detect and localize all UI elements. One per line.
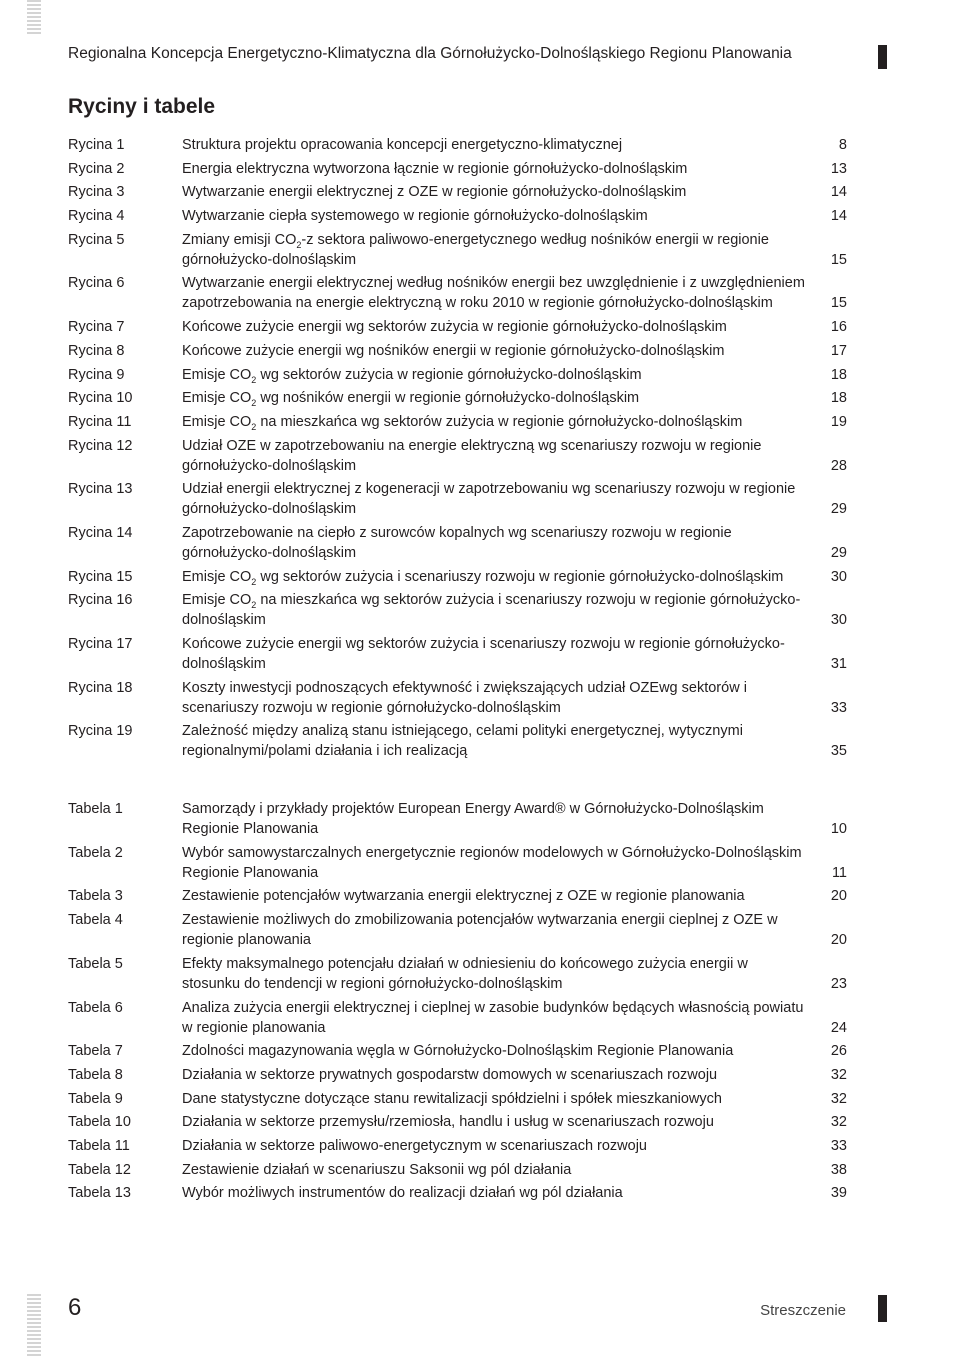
- figure-page-number: 19: [830, 413, 847, 430]
- figure-entry[interactable]: [68, 365, 848, 385]
- figure-entry[interactable]: [68, 159, 848, 179]
- table-label: Tabela 4: [68, 912, 123, 929]
- subscript-number: 2: [251, 374, 257, 385]
- figure-title: [182, 590, 808, 630]
- figure-title: Udział energii elektrycznej z kogeneracji w zapotrzebowaniu wg scenariuszy rozwoju w regionie górnołużycko-dolnośląskim: [182, 481, 796, 518]
- figure-title: [182, 412, 808, 432]
- figure-label: Rycina 6: [68, 275, 125, 292]
- figure-entry[interactable]: [68, 317, 848, 337]
- subscript-number: 2: [251, 398, 257, 409]
- title-text-suffix: na mieszkańca wg sektorów zużycia i scenariuszy rozwoju w regionie górnołużycko-dolnośląskim: [182, 592, 801, 629]
- figure-title: Koszty inwestycji podnoszących efektywność i zwiększających udział OZEwg sektorów i scenariuszy rozwoju w regionie górnołużycko-dolnośląskim: [182, 679, 747, 716]
- figure-page-number: 16: [830, 319, 847, 336]
- figure-entry[interactable]: [68, 206, 848, 226]
- figure-title: [182, 388, 808, 408]
- table-page-number: 11: [831, 864, 847, 881]
- figure-label: Rycina 18: [68, 679, 133, 696]
- table-label: Tabela 2: [68, 844, 123, 861]
- figure-entry[interactable]: [68, 273, 848, 313]
- figure-title: Wytwarzanie ciepła systemowego w regionie górnołużycko-dolnośląskim: [182, 208, 648, 225]
- figure-page-number: 13: [830, 160, 847, 177]
- table-entry[interactable]: [68, 1183, 848, 1203]
- figure-title: Zapotrzebowanie na ciepło z surowców kopalnych wg scenariuszy rozwoju w regionie górnołużycko-dolnośląskim: [182, 524, 732, 561]
- table-entry[interactable]: [68, 910, 848, 950]
- figure-label: Rycina 2: [68, 160, 125, 177]
- figure-title: [182, 230, 808, 270]
- figure-title: Zależność między analizą stanu istniejącego, celami polityki energetycznej, wytycznymi regionalnymi/polami działania i ich realizacją: [182, 723, 743, 760]
- subscript-number: 2: [251, 421, 257, 432]
- table-page-number: 23: [830, 975, 847, 992]
- footer-section-name: Streszczenie: [760, 1302, 846, 1319]
- table-label: Tabela 8: [68, 1066, 123, 1083]
- title-text-prefix: Emisje CO: [182, 592, 252, 609]
- table-label: Tabela 1: [68, 801, 123, 818]
- figure-label: Rycina 19: [68, 723, 133, 740]
- table-title: Zestawienie działań w scenariuszu Saksonii wg pól działania: [182, 1161, 572, 1178]
- figure-page-number: 17: [830, 342, 847, 359]
- table-entry[interactable]: [68, 1160, 848, 1180]
- title-text-prefix: Emisje CO: [182, 366, 252, 383]
- figure-page-number: 28: [830, 457, 847, 474]
- figure-title: Końcowe zużycie energii wg sektorów zużycia w regionie górnołużycko-dolnośląskim: [182, 319, 727, 336]
- table-label: Tabela 6: [68, 999, 123, 1016]
- table-title: Analiza zużycia energii elektrycznej i cieplnej w zasobie budynków będących własnością powiatu w regionie planowania: [182, 999, 804, 1036]
- table-title: Działania w sektorze przemysłu/rzemiosła, handlu i usług w scenariuszach rozwoju: [182, 1114, 714, 1131]
- figure-entry[interactable]: [68, 678, 848, 718]
- table-page-number: 20: [830, 932, 847, 949]
- document-header-title: Regionalna Koncepcja Energetyczno-Klimatyczna dla Górnołużycko-Dolnośląskiego Regionu Planowania: [68, 45, 792, 62]
- table-label: Tabela 12: [68, 1161, 131, 1178]
- figure-label: Rycina 13: [68, 481, 133, 498]
- figure-label: Rycina 16: [68, 592, 133, 609]
- figure-entry[interactable]: [68, 412, 848, 432]
- table-label: Tabela 10: [68, 1114, 131, 1131]
- figure-label: Rycina 5: [68, 231, 125, 248]
- title-text-prefix: Emisje CO: [182, 390, 252, 407]
- figure-label: Rycina 1: [68, 137, 125, 153]
- figure-label: Rycina 17: [68, 636, 133, 652]
- title-text-prefix: Emisje CO: [182, 413, 252, 430]
- table-entry[interactable]: [68, 886, 848, 906]
- figure-title: Wytwarzanie energii elektrycznej według nośników energii bez uwzględnienie i z uwzględnieniem zapotrzebowania na energie elektryczną w roku 2010 w regionie górnołużycko-dolnośląskim: [182, 275, 805, 312]
- figure-title: Udział OZE w zapotrzebowaniu na energie elektryczną wg scenariuszy rozwoju w regionie górnołużycko-dolnośląskim: [182, 437, 762, 474]
- figure-entry[interactable]: [68, 388, 848, 408]
- figure-page-number: 15: [830, 295, 847, 312]
- figure-page-number: 18: [830, 366, 847, 383]
- figure-entry[interactable]: [68, 479, 848, 519]
- figure-entry[interactable]: [68, 634, 848, 674]
- section-title: Ryciny i tabele: [68, 95, 216, 118]
- table-title: Dane statystyczne dotyczące stanu rewitalizacji spółdzielni i spółek mieszkaniowych: [182, 1090, 722, 1107]
- table-page-number: 32: [830, 1066, 847, 1083]
- decorative-stripes-top: [27, 0, 41, 36]
- toc-list: [68, 135, 848, 1207]
- page-number: 6: [68, 1294, 82, 1321]
- title-text-suffix: wg sektorów zużycia i scenariuszy rozwoju w regionie górnołużycko-dolnośląskim: [256, 568, 784, 585]
- table-page-number: 38: [830, 1161, 847, 1178]
- table-title: Działania w sektorze paliwowo-energetycznym w scenariuszach rozwoju: [182, 1137, 647, 1154]
- table-entry[interactable]: [68, 1089, 848, 1109]
- figure-title: [182, 567, 808, 587]
- table-page-number: 33: [830, 1137, 847, 1154]
- title-text-prefix: Zmiany emisji CO: [182, 231, 297, 248]
- figure-entry[interactable]: [68, 230, 848, 270]
- figure-label: Rycina 12: [68, 437, 133, 454]
- figure-entry[interactable]: [68, 436, 848, 476]
- table-label: Tabela 3: [68, 888, 123, 905]
- figure-entry[interactable]: [68, 182, 848, 202]
- figure-title: Wytwarzanie energii elektrycznej z OZE w regionie górnołużycko-dolnośląskim: [182, 184, 687, 201]
- figure-entry[interactable]: [68, 341, 848, 361]
- figure-page-number: 30: [830, 612, 847, 629]
- table-page-number: 39: [830, 1185, 847, 1202]
- header-marker-bar: [878, 45, 887, 69]
- title-text-suffix: -z sektora paliwowo-energetycznego według nośników energii w regionie górnołużycko-dolnośląskim: [182, 231, 769, 268]
- figure-page-number: 29: [830, 544, 847, 561]
- subscript-number: 2: [296, 239, 302, 250]
- table-label: Tabela 13: [68, 1185, 131, 1202]
- footer-marker-bar: [878, 1295, 887, 1322]
- title-text-suffix: na mieszkańca wg sektorów zużycia w regionie górnołużycko-dolnośląskim: [256, 413, 743, 430]
- title-text-suffix: wg nośników energii w regionie górnołużycko-dolnośląskim: [256, 390, 640, 407]
- toc-spacer: [68, 765, 848, 799]
- tables-list: [68, 799, 848, 1203]
- table-title: Wybór samowystarczalnych energetycznie regionów modelowych w Górnołużycko-Dolnośląskim Regionie Planowania: [182, 844, 802, 881]
- figure-label: Rycina 15: [68, 568, 133, 585]
- figure-page-number: 31: [830, 656, 847, 672]
- figure-label: Rycina 4: [68, 208, 125, 225]
- figure-label: Rycina 3: [68, 184, 125, 201]
- table-page-number: 24: [830, 1019, 847, 1036]
- table-page-number: 20: [830, 888, 847, 905]
- title-text-prefix: Emisje CO: [182, 568, 252, 585]
- table-entry[interactable]: [68, 1041, 848, 1061]
- decorative-stripes-bottom: [27, 1294, 41, 1358]
- figure-label: Rycina 11: [68, 413, 132, 430]
- figure-label: Rycina 10: [68, 390, 133, 407]
- figure-page-number: 30: [830, 568, 847, 585]
- table-title: Działania w sektorze prywatnych gospodarstw domowych w scenariuszach rozwoju: [182, 1066, 718, 1083]
- table-label: Tabela 5: [68, 955, 123, 972]
- figure-page-number: 14: [830, 208, 847, 225]
- figure-label: Rycina 14: [68, 524, 133, 541]
- subscript-number: 2: [251, 576, 257, 587]
- table-entry[interactable]: [68, 954, 848, 994]
- figure-entry[interactable]: [68, 523, 848, 563]
- table-label: Tabela 9: [68, 1090, 123, 1107]
- table-page-number: 10: [830, 821, 847, 838]
- figure-title: [182, 365, 808, 385]
- figure-title: Końcowe zużycie energii wg sektorów zużycia i scenariuszy rozwoju w regionie górnołużycko-dolnośląskim: [182, 636, 785, 672]
- title-text-suffix: wg sektorów zużycia w regionie górnołużycko-dolnośląskim: [256, 366, 642, 383]
- table-entry[interactable]: [68, 1065, 848, 1085]
- table-entry[interactable]: [68, 998, 848, 1038]
- table-title: Zestawienie potencjałów wytwarzania energii elektrycznej z OZE w regionie planowania: [182, 888, 745, 905]
- figure-label: Rycina 7: [68, 319, 125, 336]
- figure-page-number: 15: [830, 251, 847, 268]
- figure-entry[interactable]: [68, 590, 848, 630]
- figure-entry[interactable]: [68, 721, 848, 761]
- table-entry[interactable]: [68, 843, 848, 883]
- table-title: Efekty maksymalnego potencjału działań w odniesieniu do końcowego zużycia energii w stosunku do tendencji w regioni górnołużycko-dolnośląskim: [182, 955, 748, 992]
- table-entry[interactable]: [68, 1136, 848, 1156]
- table-page-number: 26: [830, 1043, 847, 1060]
- table-title: Wybór możliwych instrumentów do realizacji działań wg pól działania: [182, 1185, 623, 1202]
- table-page-number: 32: [830, 1090, 847, 1107]
- figure-page-number: 8: [838, 137, 847, 153]
- table-entry[interactable]: [68, 1112, 848, 1132]
- figure-entry[interactable]: [68, 567, 848, 587]
- figure-page-number: 29: [830, 501, 847, 518]
- figure-page-number: 35: [830, 743, 847, 760]
- figures-list: [68, 135, 848, 761]
- figure-title: Końcowe zużycie energii wg nośników energii w regionie górnołużycko-dolnośląskim: [182, 342, 725, 359]
- figure-entry[interactable]: [68, 135, 848, 155]
- table-title: Samorządy i przykłady projektów European Energy Award® w Górnołużycko-Dolnośląskim Regionie Planowania: [182, 801, 764, 838]
- figure-label: Rycina 9: [68, 366, 125, 383]
- figure-page-number: 14: [830, 184, 847, 201]
- figure-label: Rycina 8: [68, 342, 125, 359]
- table-title: Zdolności magazynowania węgla w Górnołużycko-Dolnośląskim Regionie Planowania: [182, 1043, 734, 1060]
- table-label: Tabela 11: [68, 1137, 130, 1154]
- figure-page-number: 33: [830, 699, 847, 716]
- table-title: Zestawienie możliwych do zmobilizowania potencjałów wytwarzania energii cieplnej z OZE w regionie planowania: [182, 912, 778, 949]
- figure-title: Energia elektryczna wytworzona łącznie w regionie górnołużycko-dolnośląskim: [182, 160, 688, 177]
- figure-page-number: 18: [830, 390, 847, 407]
- figure-title: Struktura projektu opracowania koncepcji energetyczno-klimatycznej: [182, 137, 623, 153]
- table-entry[interactable]: [68, 799, 848, 839]
- table-label: Tabela 7: [68, 1043, 123, 1060]
- subscript-number: 2: [251, 600, 257, 611]
- table-page-number: 32: [830, 1114, 847, 1131]
